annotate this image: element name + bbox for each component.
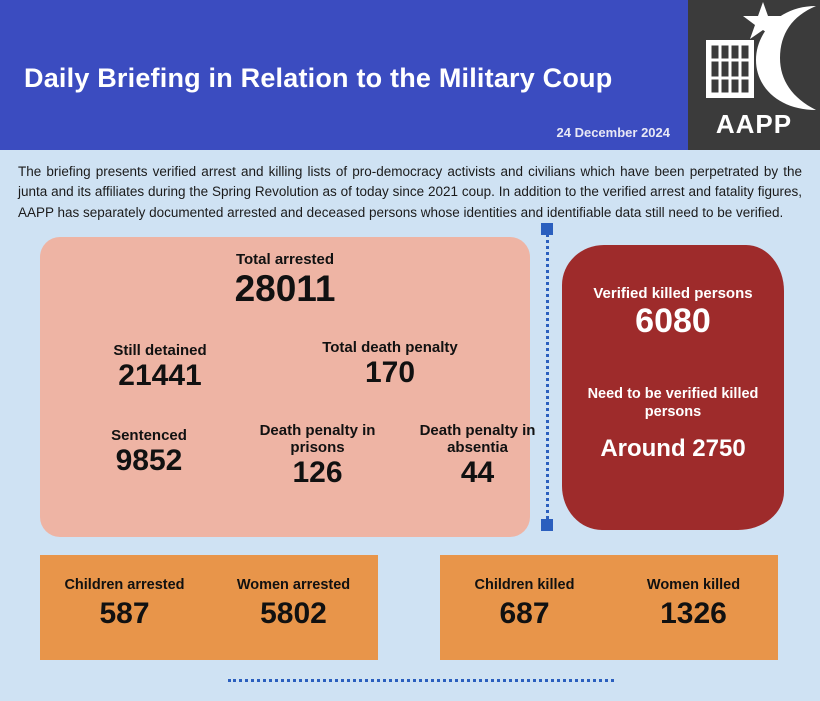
stat-verified-killed-value: 6080 xyxy=(635,302,711,340)
stat-total-death-penalty-value: 170 xyxy=(364,356,416,389)
stat-death-penalty-in-prisons xyxy=(235,422,400,491)
stat-children-arrested-label: Children arrested xyxy=(64,576,185,593)
stat-women-arrested-value: 5802 xyxy=(260,597,327,631)
stat-sentenced-label: Sentenced xyxy=(111,426,187,444)
organization-logo xyxy=(688,0,820,150)
stat-total-arrested xyxy=(40,251,530,311)
stat-total-death-penalty xyxy=(280,339,500,391)
stat-children-killed xyxy=(440,555,609,660)
killed-demographics-bar xyxy=(440,555,778,660)
stat-still-detained-value: 21441 xyxy=(118,359,202,392)
stat-women-arrested xyxy=(209,555,378,660)
star-crescent-prison-window-icon xyxy=(688,0,820,112)
stat-sentenced-value: 9852 xyxy=(115,444,183,477)
stat-women-arrested-label: Women arrested xyxy=(236,576,351,593)
stat-total-arrested-value: 28011 xyxy=(234,268,336,309)
stat-women-killed-value: 1326 xyxy=(660,597,727,631)
divider-square-bottom xyxy=(541,519,553,531)
stat-children-killed-value: 687 xyxy=(499,597,550,631)
statistics-area xyxy=(0,227,820,631)
killed-statistics-card xyxy=(562,245,784,530)
stat-total-arrested-label: Total arrested xyxy=(235,250,335,268)
logo-text: AAPP xyxy=(715,109,793,139)
stat-still-detained-label: Still detained xyxy=(113,341,207,359)
stat-children-arrested xyxy=(40,555,209,660)
page-header xyxy=(0,0,820,150)
page-title: Daily Briefing in Relation to the Military Coup xyxy=(24,62,613,93)
intro-paragraph: The briefing presents verified arrest and killing lists of pro-democracy activists and civilians which have been perpetrated by the junta and its affiliates during the Spring Revolution as of today since 2021 coup. In addition to the verified arrest and fatality figures, AAPP has separately documented arrested and deceased persons whose identities and identifiable data still need to be verified. xyxy=(18,164,802,220)
stat-death-penalty-in-prisons-label: Death penalty in prisons xyxy=(259,421,376,456)
stat-still-detained xyxy=(70,342,250,394)
bottom-dotted-divider xyxy=(228,679,614,682)
stat-verified-killed-label: Verified killed persons xyxy=(593,284,753,302)
divider-square-top xyxy=(541,223,553,235)
stat-total-death-penalty-label: Total death penalty xyxy=(322,338,458,356)
stat-children-killed-label: Children killed xyxy=(474,576,575,593)
stat-death-penalty-in-absentia-value: 44 xyxy=(460,456,495,490)
arrest-statistics-card xyxy=(40,237,536,537)
briefing-date: 24 December 2024 xyxy=(556,125,670,140)
stat-unverified-killed-label: Need to be verified killed persons xyxy=(587,386,759,421)
stat-children-arrested-value: 587 xyxy=(99,597,150,631)
arrested-demographics-bar xyxy=(40,555,378,660)
stat-death-penalty-in-absentia xyxy=(395,422,560,491)
stat-women-killed-label: Women killed xyxy=(646,576,741,593)
header-banner xyxy=(0,0,688,150)
stat-sentenced xyxy=(64,427,234,479)
stat-unverified-killed-value: Around 2750 xyxy=(600,435,746,463)
vertical-dotted-divider xyxy=(546,227,552,527)
stat-death-penalty-in-prisons-value: 126 xyxy=(292,456,343,490)
stat-women-killed xyxy=(609,555,778,660)
stat-death-penalty-in-absentia-label: Death penalty in absentia xyxy=(419,421,536,456)
